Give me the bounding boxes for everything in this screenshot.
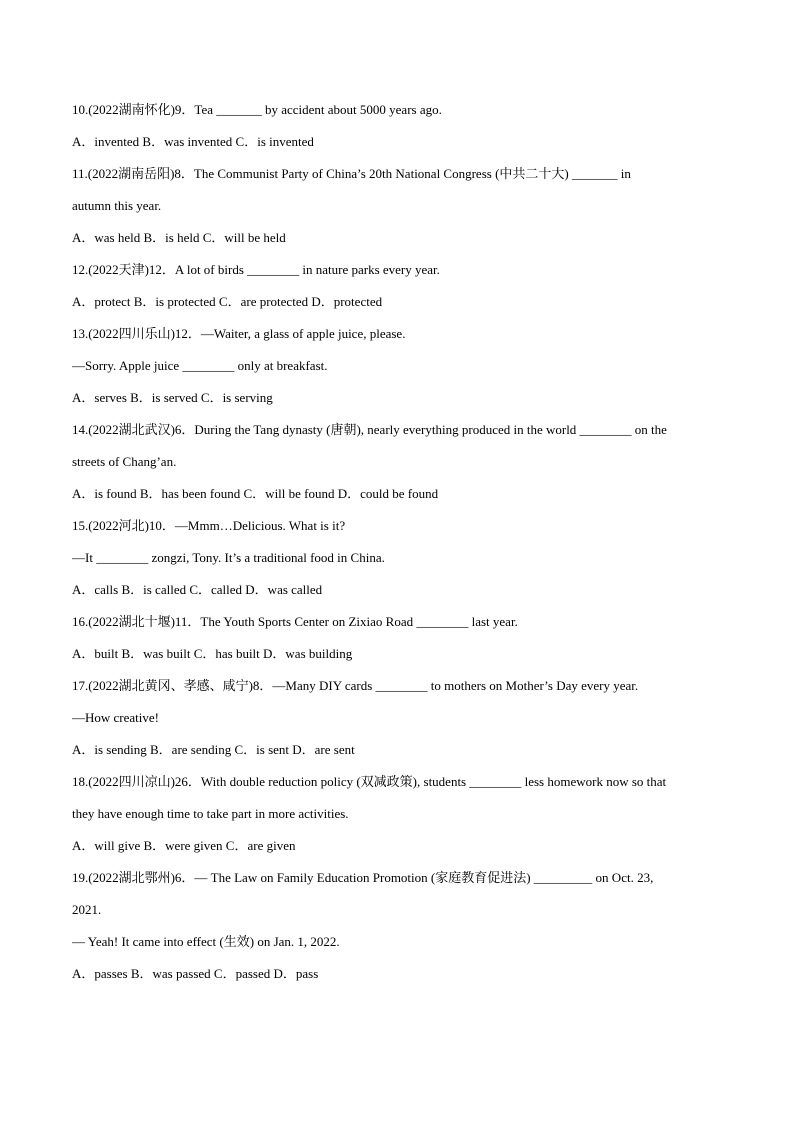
question-17-stem: 17.(2022湖北黄冈、孝感、咸宁)8．—Many DIY cards ________ to mothers on Mother’s Day every year. <box>72 678 639 693</box>
question-18-options: A．will give B．were given C．are given <box>72 838 296 853</box>
question-17-dialogue: —How creative! <box>72 710 159 725</box>
question-12-options: A．protect B．is protected C．are protected D．protected <box>72 294 383 309</box>
question-18-stem: 18.(2022四川凉山)26．With double reduction policy (双减政策), students ________ less homework now so that <box>72 774 667 789</box>
question-list <box>72 100 732 996</box>
question-19-stem-continued: 2021. <box>72 902 102 917</box>
question-11-stem-continued: autumn this year. <box>72 198 162 213</box>
question-16-stem: 16.(2022湖北十堰)11．The Youth Sports Center on Zixiao Road ________ last year. <box>72 614 518 629</box>
question-16-options: A．built B．was built C．has built D．was building <box>72 646 353 661</box>
question-11-options: A．was held B．is held C．will be held <box>72 230 286 245</box>
question-15-stem: 15.(2022河北)10．—Mmm…Delicious. What is it? <box>72 518 346 533</box>
question-10-options: A．invented B．was invented C．is invented <box>72 134 314 149</box>
question-19-stem: 19.(2022湖北鄂州)6．— The Law on Family Education Promotion (家庭教育促进法) _________ on Oct. 23, <box>72 870 654 885</box>
question-13-stem: 13.(2022四川乐山)12．—Waiter, a glass of apple juice, please. <box>72 326 406 341</box>
question-15-options: A．calls B．is called C．called D．was called <box>72 582 323 597</box>
question-14-options: A．is found B．has been found C．will be found D．could be found <box>72 486 439 501</box>
question-14-stem: 14.(2022湖北武汉)6．During the Tang dynasty (唐朝), nearly everything produced in the world ________ on the <box>72 422 667 437</box>
question-19-dialogue: — Yeah! It came into effect (生效) on Jan. 1, 2022. <box>72 934 340 949</box>
question-19-options: A．passes B．was passed C．passed D．pass <box>72 966 319 981</box>
question-18-stem-continued: they have enough time to take part in more activities. <box>72 806 349 821</box>
question-15-dialogue: —It ________ zongzi, Tony. It’s a traditional food in China. <box>72 550 385 565</box>
question-14-stem-continued: streets of Chang’an. <box>72 454 177 469</box>
question-12-stem: 12.(2022天津)12．A lot of birds ________ in nature parks every year. <box>72 262 440 277</box>
question-11-stem: 11.(2022湖南岳阳)8．The Communist Party of China’s 20th National Congress (中共二十大) _______ in <box>72 166 631 181</box>
question-17-options: A．is sending B．are sending C．is sent D．are sent <box>72 742 355 757</box>
question-13-options: A．serves B．is served C．is serving <box>72 390 273 405</box>
question-10-stem: 10.(2022湖南怀化)9．Tea _______ by accident about 5000 years ago. <box>72 102 442 117</box>
question-13-dialogue: —Sorry. Apple juice ________ only at breakfast. <box>72 358 328 373</box>
